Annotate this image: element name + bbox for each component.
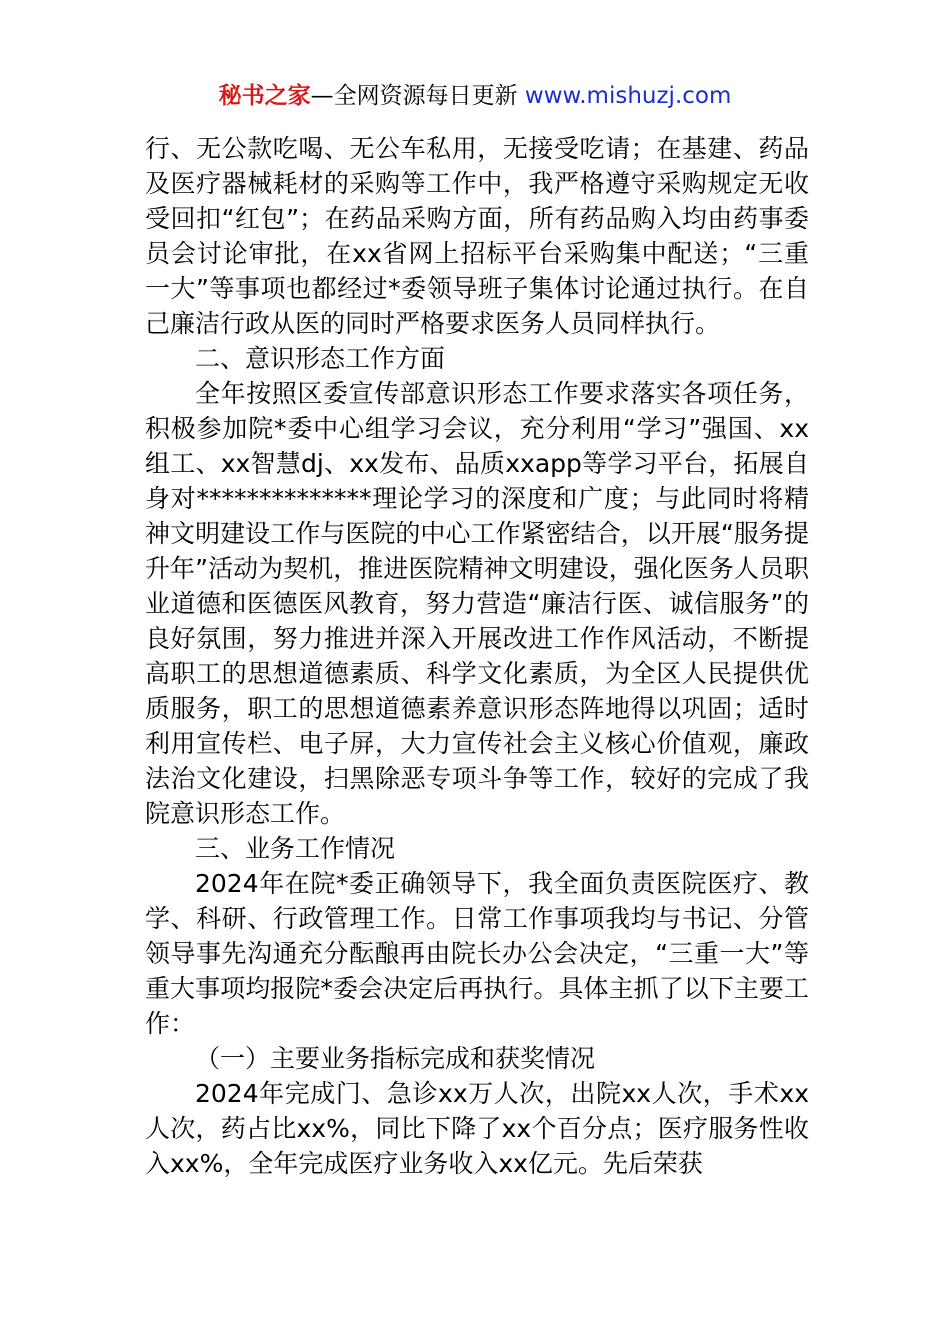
paragraph-indicators: 2024年完成门、急诊xx万人次，出院xx人次，手术xx人次，药占比xx%，同比下降了xx个百分点；医疗服务性收入xx%，全年完成医疗业务收入xx亿元。先后荣获 — [145, 1079, 809, 1178]
section-heading-ideology: 二、意识形态工作方面 — [195, 344, 446, 373]
paragraph-business: 2024年在院*委正确领导下，我全面负责医院医疗、教学、科研、行政管理工作。日常工作事项我均与书记、分管领导事先沟通充分酝酿再由院长办公会决定，“三重一大”等重大事项均报院*委会决定后再执行。具体主抓了以下主要工作： — [145, 869, 809, 1038]
subsection-heading-indicators: （一）主要业务指标完成和获奖情况 — [195, 1044, 596, 1073]
section-heading-business: 三、业务工作情况 — [195, 834, 396, 863]
document-body — [145, 131, 809, 1181]
paragraph-integrity-continued: 行、无公款吃喝、无公车私用，无接受吃请；在基建、药品及医疗器械耗材的采购等工作中，我严格遵守采购规定无收受回扣“红包”；在药品采购方面，所有药品购入均由药事委员会讨论审批，在xx省网上招标平台采购集中配送；“三重一大”等事项也都经过*委领导班子集体讨论通过执行。在自己廉洁行政从医的同时严格要求医务人员同样执行。 — [145, 134, 809, 338]
site-brand: 秘书之家 — [218, 83, 311, 109]
site-url: www.mishuzj.com — [524, 83, 732, 109]
paragraph-ideology: 全年按照区委宣传部意识形态工作要求落实各项任务，积极参加院*委中心组学习会议，充分利用“学习”强国、xx组工、xx智慧dj、xx发布、品质xxapp等学习平台，拓展自身对**************理论学习的深度和广度；与此同时将精神文明建设工作与医院的中心工作紧密结合，以开展“服务提升年”活动为契机，推进医院精神文明建设，强化医务人员职业道德和医德医风教育，努力营造“廉洁行医、诚信服务”的良好氛围，努力推进并深入开展改进工作作风活动，不断提高职工的思想道德素质、科学文化素质，为全区人民提供优质服务，职工的思想道德素养意识形态阵地得以巩固；适时利用宣传栏、电子屏，大力宣传社会主义核心价值观，廉政法治文化建设，扫黑除恶专项斗争等工作，较好的完成了我院意识形态工作。 — [145, 379, 809, 828]
site-slogan: —全网资源每日更新 — [310, 83, 525, 109]
page-header — [0, 80, 950, 112]
